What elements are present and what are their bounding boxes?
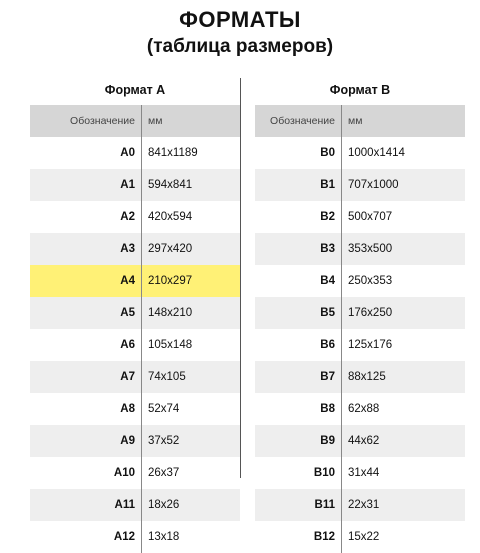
format-name: A4 xyxy=(30,265,142,297)
header-designation: Обозначение xyxy=(30,105,142,137)
format-name: B9 xyxy=(255,425,342,457)
table-row xyxy=(30,169,240,201)
format-size: 62x88 xyxy=(348,403,380,415)
format-name: A6 xyxy=(30,329,142,361)
table-row xyxy=(255,393,465,425)
table-row xyxy=(255,137,465,169)
format-name: B10 xyxy=(255,457,342,489)
format-size: 37x52 xyxy=(148,435,180,447)
format-size: 1000x1414 xyxy=(348,147,405,159)
format-size: 210x297 xyxy=(148,275,193,287)
format-size: 74x105 xyxy=(148,371,186,383)
format-name: A12 xyxy=(30,521,142,553)
format-name: B7 xyxy=(255,361,342,393)
format-size: 26x37 xyxy=(148,467,180,479)
table-row xyxy=(30,137,240,169)
page-title xyxy=(0,6,480,60)
table-row xyxy=(255,201,465,233)
table-row xyxy=(30,329,240,361)
format-name: A10 xyxy=(30,457,142,489)
table-row xyxy=(255,521,465,553)
table-row xyxy=(30,457,240,489)
table-row xyxy=(255,329,465,361)
table-row-highlighted xyxy=(30,265,240,297)
table-row xyxy=(30,521,240,553)
format-size: 15x22 xyxy=(348,531,380,543)
table-row xyxy=(255,233,465,265)
format-name: B4 xyxy=(255,265,342,297)
format-b-heading: Формат В xyxy=(329,83,391,97)
format-size: 297x420 xyxy=(148,243,193,255)
format-name: A3 xyxy=(30,233,142,265)
format-name: B6 xyxy=(255,329,342,361)
format-size: 31x44 xyxy=(348,467,380,479)
format-a-heading: Формат А xyxy=(104,83,166,97)
format-name: A8 xyxy=(30,393,142,425)
format-name: B11 xyxy=(255,489,342,521)
format-size: 13x18 xyxy=(148,531,180,543)
header-mm: мм xyxy=(348,115,363,127)
title-main: ФОРМАТЫ xyxy=(179,7,301,32)
format-size: 353x500 xyxy=(348,243,393,255)
table-row xyxy=(255,489,465,521)
title-subtitle: (таблица размеров) xyxy=(146,36,334,57)
table-row xyxy=(255,361,465,393)
format-name: B12 xyxy=(255,521,342,553)
format-a-table xyxy=(30,80,240,553)
format-size: 22x31 xyxy=(348,499,380,511)
table-row xyxy=(30,361,240,393)
format-b-table xyxy=(255,80,465,553)
format-size: 250x353 xyxy=(348,275,393,287)
table-header-row xyxy=(30,105,240,137)
format-size: 420x594 xyxy=(148,211,193,223)
format-name: B2 xyxy=(255,201,342,233)
format-name: A5 xyxy=(30,297,142,329)
format-name: A11 xyxy=(30,489,142,521)
format-size: 18x26 xyxy=(148,499,180,511)
format-size: 841x1189 xyxy=(148,147,198,159)
table-row xyxy=(255,265,465,297)
format-name: B3 xyxy=(255,233,342,265)
table-row xyxy=(255,169,465,201)
header-designation: Обозначение xyxy=(255,105,342,137)
format-size: 500x707 xyxy=(348,211,393,223)
format-name: A1 xyxy=(30,169,142,201)
format-name: A9 xyxy=(30,425,142,457)
format-size: 88x125 xyxy=(348,371,386,383)
table-row xyxy=(30,233,240,265)
table-row xyxy=(30,489,240,521)
header-mm: мм xyxy=(148,115,163,127)
table-row xyxy=(30,297,240,329)
column-divider xyxy=(240,78,241,478)
table-header-row xyxy=(255,105,465,137)
format-name: A7 xyxy=(30,361,142,393)
format-size: 707x1000 xyxy=(348,179,399,191)
format-name: B8 xyxy=(255,393,342,425)
format-name: A2 xyxy=(30,201,142,233)
format-name: B0 xyxy=(255,137,342,169)
table-row xyxy=(30,425,240,457)
format-size: 52x74 xyxy=(148,403,180,415)
table-row xyxy=(255,297,465,329)
format-name: A0 xyxy=(30,137,142,169)
table-row xyxy=(255,425,465,457)
format-size: 176x250 xyxy=(348,307,393,319)
format-size: 148x210 xyxy=(148,307,193,319)
format-name: B5 xyxy=(255,297,342,329)
format-size: 44x62 xyxy=(348,435,380,447)
table-row xyxy=(255,457,465,489)
format-name: B1 xyxy=(255,169,342,201)
format-size: 105x148 xyxy=(148,339,193,351)
format-size: 594x841 xyxy=(148,179,193,191)
table-row xyxy=(30,201,240,233)
table-row xyxy=(30,393,240,425)
format-size: 125x176 xyxy=(348,339,393,351)
